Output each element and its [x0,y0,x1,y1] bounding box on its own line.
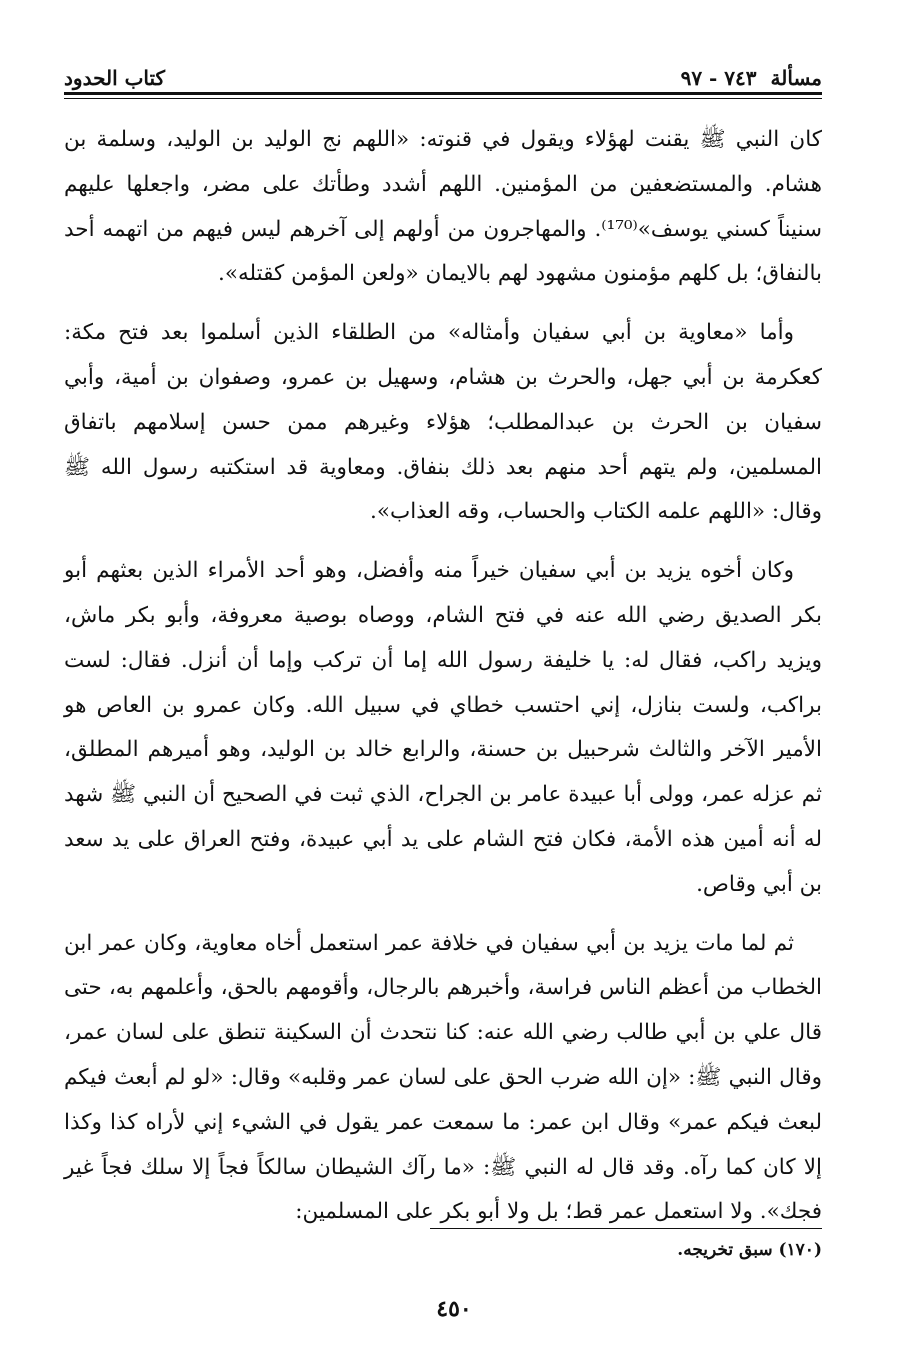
footnote: (١٧٠) سبق تخريجه. [677,1240,822,1260]
paragraph-3: وكان أخوه يزيد بن أبي سفيان خيراً منه وأفضل، وهو أحد الأمراء الذين بعثهم أبو بكر الصديق رضي الله عنه في فتح الشام، ووصاه بوصية معروفة، وأبو بكر ماش، ويزيد راكب، فقال له: يا خليفة رسول الله إما أن تركب وإما أن أنزل. فقال: لست براكب، ولست بنازل، إني احتسب خطاي في سبيل الله. وكان عمرو بن العاص هو الأمير الآخر والثالث شرحبيل بن حسنة، والرابع خالد بن الوليد، وهو أميرهم المطلق، ثم عزله عمر، وولى أبا عبيدة عامر بن الجراح، الذي ثبت في الصحيح أن النبي ﷺ شهد له أنه أمين هذه الأمة، فكان فتح الشام على يد أبي عبيدة، وفتح العراق على يد سعد بن أبي وقاص. [64,558,822,897]
header-rule-thin [64,98,822,99]
footnote-rule [430,1228,822,1229]
page-body [64,118,822,1225]
issue-heading [681,66,822,90]
page-number: ٤٥٠ [436,1296,472,1322]
issue-label: مسألة [770,66,822,90]
book-title: كتاب الحدود [64,66,166,90]
paragraph-1: كان النبي ﷺ يقنت لهؤلاء ويقول في قنوته: «اللهم نج الوليد بن الوليد، وسلمة بن هشام. والمستضعفين من المؤمنين. اللهم أشدد وطأتك على مضر، واجعلها عليهم سنيناً كسني يوسف»⁽¹⁷⁰⁾. والمهاجرون من أولهم إلى آخرهم ليس فيهم من اتهمه أحد بالنفاق؛ بل كلهم مؤمنون مشهود لهم بالايمان «ولعن المؤمن كقتله». [64,127,822,287]
issue-number: ٧٤٣ - ٩٧ [680,66,757,90]
header-rule-thick [64,92,822,95]
paragraph-4: ثم لما مات يزيد بن أبي سفيان في خلافة عمر استعمل أخاه معاوية، وكان عمر ابن الخطاب من أعظم الناس فراسة، وأخبرهم بالرجال، وأقومهم بالحق، وأعلمهم به، حتى قال علي بن أبي طالب رضي الله عنه: كنا نتحدث أن السكينة تنطق على لسان عمر، وقال النبي ﷺ: «إن الله ضرب الحق على لسان عمر وقلبه» وقال: «لو لم أبعث فيكم لبعث فيكم عمر» وقال ابن عمر: ما سمعت عمر يقول في الشيء إني لأراه كذا وكذا إلا كان كما رآه. وقد قال له النبي ﷺ: «ما رآك الشيطان سالكاً فجاً إلا سلك فجاً غير فجك». ولا استعمل عمر قط؛ بل ولا أبو بكر على المسلمين: [64,930,822,1225]
paragraph-2: وأما «معاوية بن أبي سفيان وأمثاله» من الطلقاء الذين أسلموا بعد فتح مكة: كعكرمة بن أبي جهل، والحرث بن هشام، وسهيل بن عمرو، وصفوان بن أمية، وأبي سفيان بن الحرث بن عبدالمطلب؛ هؤلاء وغيرهم ممن حسن إسلامهم باتفاق المسلمين، ولم يتهم أحد منهم بعد ذلك بنفاق. ومعاوية قد استكتبه رسول الله ﷺ وقال: «اللهم علمه الكتاب والحساب، وقه العذاب». [64,320,822,525]
running-header [64,56,822,90]
